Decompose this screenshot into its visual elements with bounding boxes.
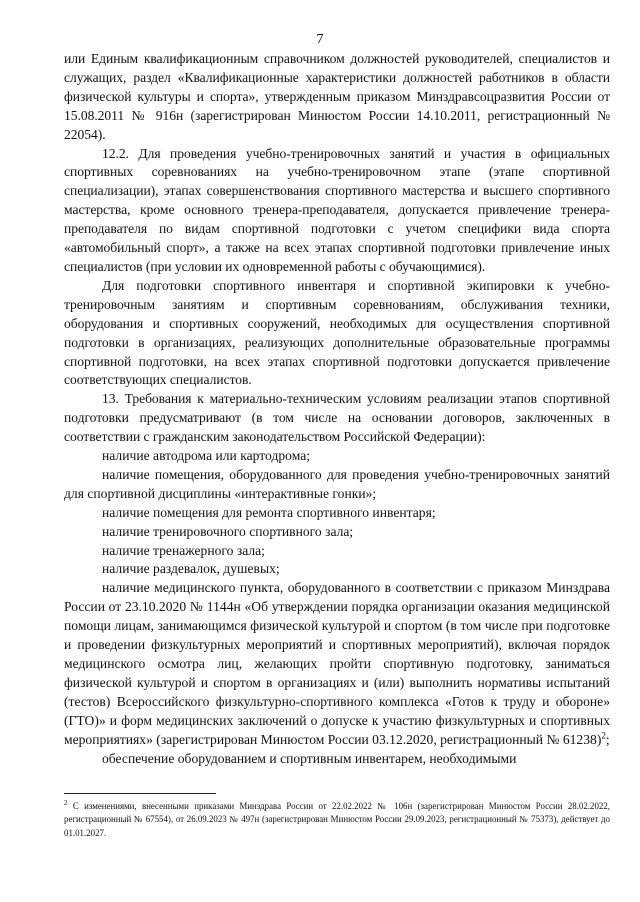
paragraph-specialists: Для подготовки спортивного инвентаря и спортивной экипировки к учебно-тренировочным занятиям и спортивным соревнованиям, обслуживания техники, оборудования и спортивных сооружений, необходимых для осуществления спортивной подготовки в организациях, реализующих дополнительные образовательные программы спортивной подготовки, на всех этапах спортивной подготовки допускается привлечение соответствующих специалистов. xyxy=(64,277,610,388)
footnote xyxy=(64,800,610,840)
list-item-interactive-racing-room: наличие помещения, оборудованного для проведения учебно-тренировочных занятий для спортивной дисциплины «интерактивные гонки»; xyxy=(64,466,610,501)
list-item-changing-rooms: наличие раздевалок, душевых; xyxy=(102,561,280,577)
medical-point-text: наличие медицинского пункта, оборудованного в соответствии с приказом Минздрава России от 23.10.2020 № 1144н «Об утверждении порядка организации оказания медицинской помощи лицам, занимающимся физической культурой и спортом (в том числе при подготовке и проведении физкультурных мероприятий и спортивных мероприятий), включая порядок медицинского осмотра лиц, желающих пройти спортивную подготовку, заниматься физической культурой и спортом в организациях и (или) выполнить нормативы испытаний (тестов) Всероссийского физкультурно-спортивного комплекса «Готов к труду и обороне» (ГТО)» и форм медицинских заключений о допуске к участию физкультурных и спортивных мероприятиях» (зарегистрирован Минюстом России 03.12.2020, регистрационный № 61238) xyxy=(64,580,610,747)
list-item-autodrome: наличие автодрома или картодрома; xyxy=(102,448,311,464)
page-number: 7 xyxy=(316,32,324,47)
list-item-repair-room: наличие помещения для ремонта спортивного инвентаря; xyxy=(102,504,436,520)
list-item-medical-point xyxy=(64,579,610,749)
footnote-reference: 2 xyxy=(601,730,606,741)
footnote-marker: 2 xyxy=(64,799,68,808)
list-item-gym: наличие тренажерного зала; xyxy=(102,542,265,558)
medical-point-suffix: ; xyxy=(605,731,610,747)
paragraph-12-2: 12.2. Для проведения учебно-тренировочных занятий и участия в официальных спортивных соревнованиях на учебно-тренировочном этапе (этапе спортивной специализации), этапах совершенствования спортивного мастерства и высшего спортивного мастерства, кроме основного тренера-преподавателя, допускается привлечение тренера-преподавателя по видам спортивной подготовки с учетом специфики вида спорта «автомобильный спорт», а также на всех этапах спортивной подготовки привлечение иных специалистов (при условии их одновременной работы с обучающимися). xyxy=(64,145,610,274)
document-body xyxy=(64,50,610,768)
footnote-divider xyxy=(64,793,216,794)
list-item-equipment: обеспечение оборудованием и спортивным инвентарем, необходимыми xyxy=(102,750,517,766)
paragraph-qualification-reference: или Единым квалификационным справочником должностей руководителей, специалистов и служащих, раздел «Квалификационные характеристики должностей работников в области физической культуры и спорта», утвержденным приказом Минздравсоцразвития России от 15.08.2011 № 916н (зарегистрирован Минюстом России 14.10.2011, регистрационный № 22054). xyxy=(64,51,610,142)
list-item-training-hall: наличие тренировочного спортивного зала; xyxy=(102,523,354,539)
footnote-text: С изменениями, внесенными приказами Минздрава России от 22.02.2022 № 106н (зарегистрирован Минюстом России 28.02.2022, регистрационный № 67554), от 26.09.2023 № 497н (зарегистрирован Минюстом России 29.09.2023, регистрационный № 75373), действует до 01.01.2027. xyxy=(64,801,610,838)
paragraph-13-requirements: 13. Требования к материально-техническим условиям реализации этапов спортивной подготовки предусматривают (в том числе на основании договоров, заключенных в соответствии с гражданским законодательством Российской Федерации): xyxy=(64,391,610,445)
